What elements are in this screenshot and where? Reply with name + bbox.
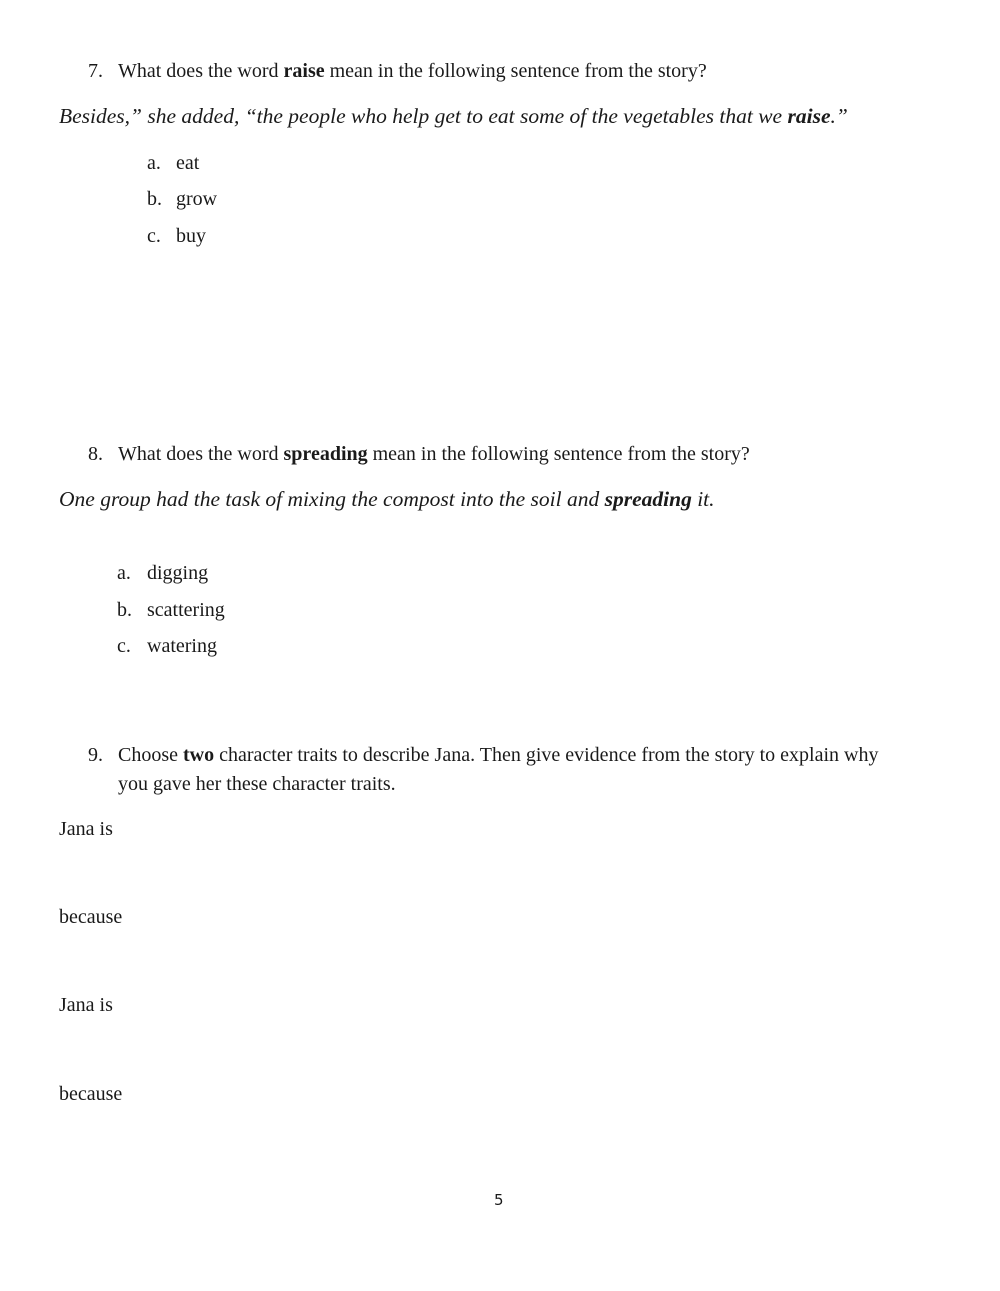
- option-letter: a.: [147, 152, 161, 174]
- question-9-number: 9.: [88, 744, 103, 766]
- question-8-quote-keyword: spreading: [604, 487, 692, 511]
- option-text[interactable]: eat: [176, 152, 200, 174]
- question-8-prompt: What does the word spreading mean in the following sentence from the story?: [118, 443, 750, 465]
- question-8-quote: One group had the task of mixing the compost into the soil and spreading it.: [59, 487, 715, 511]
- answer-prompt-because: because: [59, 906, 123, 928]
- question-7-number: 7.: [88, 60, 103, 82]
- option-letter: c.: [117, 635, 131, 657]
- question-7-quote-keyword: raise: [787, 104, 831, 128]
- answer-prompt-because: because: [59, 1083, 123, 1105]
- option-text[interactable]: grow: [176, 188, 218, 210]
- page-number: 5: [494, 1191, 504, 1209]
- option-text[interactable]: digging: [147, 562, 209, 584]
- option-letter: c.: [147, 225, 161, 247]
- option-letter: a.: [117, 562, 131, 584]
- question-7-quote: Besides,” she added, “the people who help get to eat some of the vegetables that we raise.”: [59, 104, 848, 128]
- answer-prompt-jana-is: Jana is: [59, 994, 113, 1016]
- question-9-prompt-line2: you gave her these character traits.: [118, 773, 396, 795]
- question-7-keyword: raise: [283, 60, 325, 82]
- question-9-prompt: Choose two character traits to describe Jana. Then give evidence from the story to explain why: [118, 744, 879, 766]
- option-text[interactable]: buy: [176, 225, 206, 247]
- question-8-keyword: spreading: [283, 443, 368, 465]
- answer-prompt-jana-is: Jana is: [59, 818, 113, 840]
- question-8-number: 8.: [88, 443, 103, 465]
- question-9-keyword: two: [183, 744, 215, 766]
- option-text[interactable]: watering: [147, 635, 217, 657]
- question-7-prompt: What does the word raise mean in the following sentence from the story?: [118, 60, 707, 82]
- option-letter: b.: [147, 188, 162, 210]
- option-text[interactable]: scattering: [147, 599, 225, 621]
- option-letter: b.: [117, 599, 132, 621]
